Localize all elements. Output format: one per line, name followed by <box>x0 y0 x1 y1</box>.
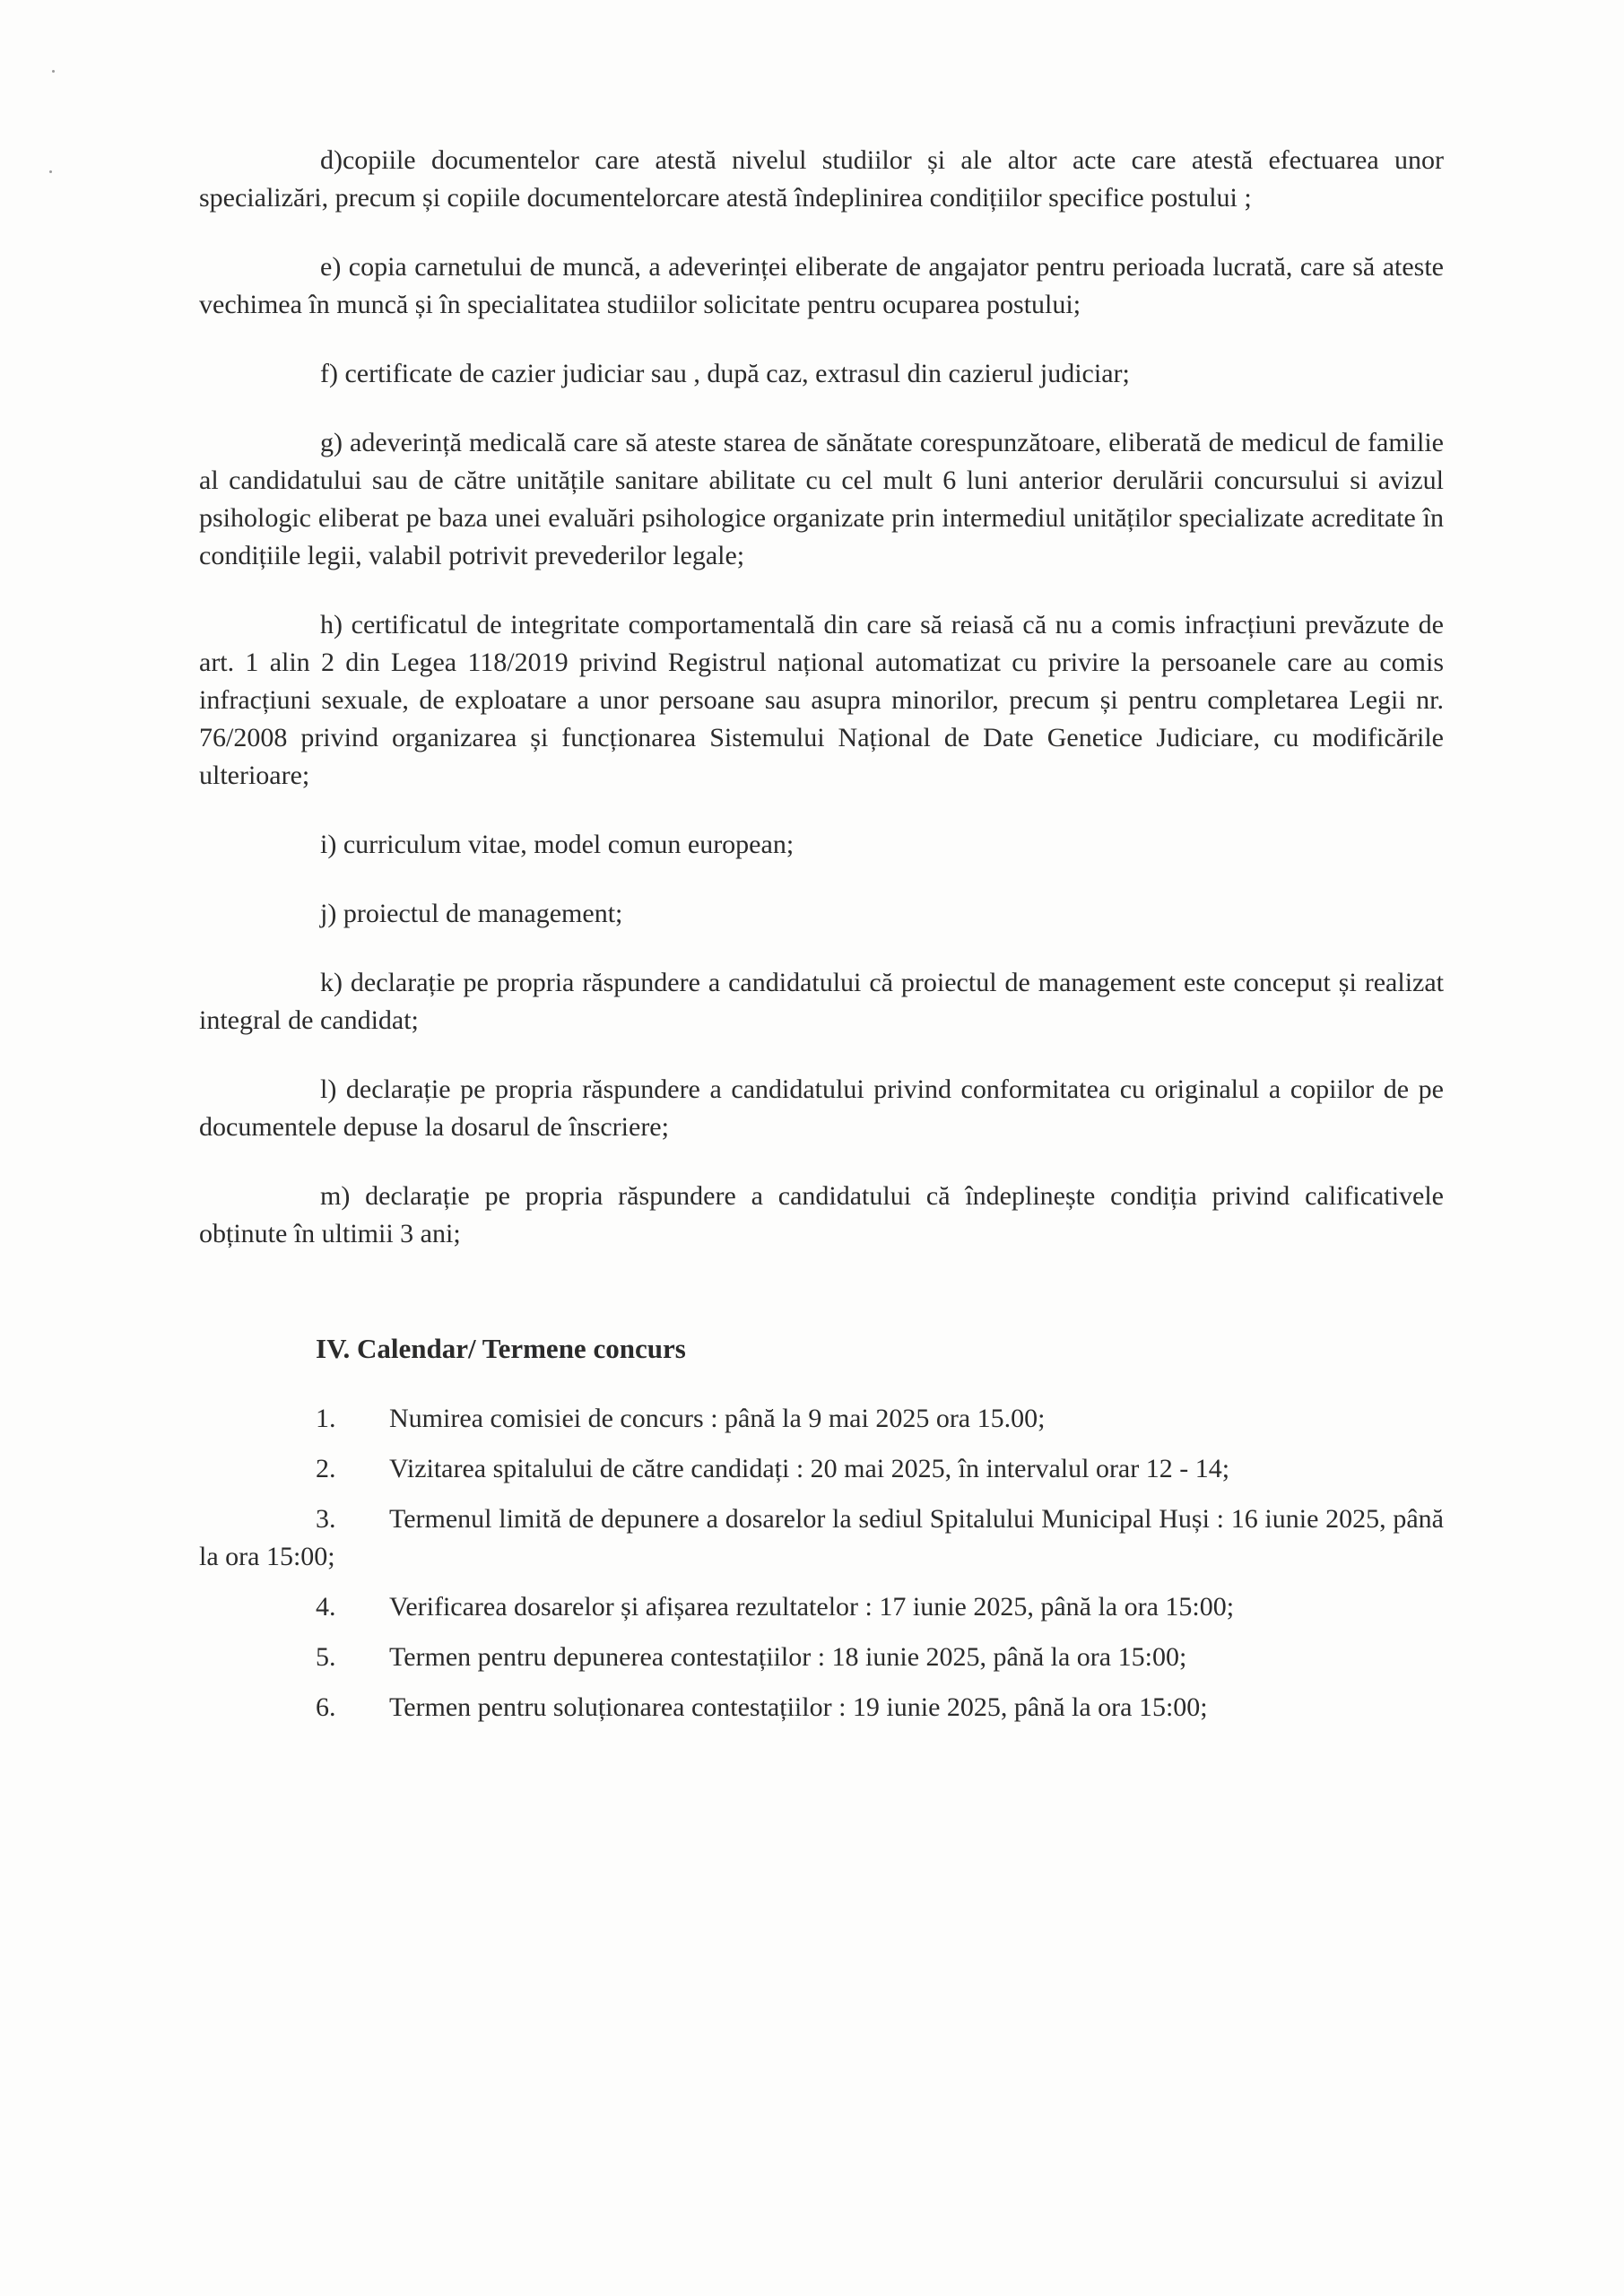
scan-speck <box>49 170 52 173</box>
list-item-text: Termen pentru depunerea contestațiilor : 18 iunie 2025, până la ora 15:00; <box>389 1642 1187 1672</box>
list-item-text: Vizitarea spitalului de către candidați : 20 mai 2025, în intervalul orar 12 - 14; <box>389 1454 1230 1483</box>
scan-speck <box>52 70 55 73</box>
paragraph-l: l) declarație pe propria răspundere a candidatului privind conformitatea cu originalul a copiilor de pe documentele depuse la dosarul de înscriere; <box>199 1074 1444 1142</box>
list-item <box>199 1639 1444 1676</box>
document-body <box>199 142 1444 1739</box>
section-heading: IV. Calendar/ Termene concurs <box>316 1333 686 1364</box>
paragraph-g: g) adeverință medicală care să ateste starea de sănătate corespunzătoare, eliberată de medicul de familie al candidatului sau de către unitățile sanitare abilitate cu cel mult 6 luni anterior derulării concursului si avizul psihologic eliberat pe baza unei evaluări psihologice organizate prin intermediul unităților specializate acreditate în condițiile legii, valabil potrivit prevederilor legale; <box>199 428 1444 570</box>
list-item-number: 4. <box>316 1592 336 1622</box>
paragraph-m: m) declarație pe propria răspundere a candidatului că îndeplinește condiția privind calificativele obținute în ultimii 3 ani; <box>199 1181 1444 1248</box>
paragraph-h: h) certificatul de integritate comportamentală din care să reiasă că nu a comis infracțiuni prevăzute de art. 1 alin 2 din Legea 118/2019 privind Registrul național automatizat cu privire la persoanele care au comis infracțiuni sexuale, de exploatare a unor persoane sau asupra minorilor, precum și pentru completarea Legii nr. 76/2008 privind organizarea și funcționarea Sistemului Național de Date Genetice Judiciare, cu modificările ulterioare; <box>199 610 1444 790</box>
list-item-number: 1. <box>316 1404 336 1433</box>
list-item-text: Termen pentru soluționarea contestațiilor : 19 iunie 2025, până la ora 15:00; <box>389 1692 1208 1722</box>
list-item-number: 6. <box>316 1692 336 1722</box>
list-item-text: Verificarea dosarelor și afișarea rezultatelor : 17 iunie 2025, până la ora 15:00; <box>389 1592 1235 1622</box>
calendar-list <box>199 1400 1444 1726</box>
list-item <box>199 1450 1444 1488</box>
list-item-number: 5. <box>316 1642 336 1672</box>
paragraph-d: d)copiile documentelor care atestă nivelul studiilor și ale altor acte care atestă efectuarea unor specializări, precum și copiile documentelorcare atestă îndeplinirea condițiilor specifice postului ; <box>199 145 1444 213</box>
list-item <box>199 1500 1444 1576</box>
list-item <box>199 1588 1444 1626</box>
list-item-text: Termenul limită de depunere a dosarelor la sediul Spitalului Municipal Huși : 16 iunie 2025, până la ora 15:00; <box>199 1504 1444 1571</box>
paragraph-f: f) certificate de cazier judiciar sau , după caz, extrasul din cazierul judiciar; <box>320 359 1130 388</box>
list-item-number: 3. <box>316 1504 336 1534</box>
paragraph-i: i) curriculum vitae, model comun european; <box>320 830 795 859</box>
paragraph-e: e) copia carnetului de muncă, a adeverinței eliberate de angajator pentru perioada lucrată, care să ateste vechimea în muncă și în specialitatea studiilor solicitate pentru ocuparea postului; <box>199 252 1444 319</box>
paragraph-k: k) declarație pe propria răspundere a candidatului că proiectul de management este conceput și realizat integral de candidat; <box>199 968 1444 1035</box>
list-item <box>199 1400 1444 1438</box>
list-item-text: Numirea comisiei de concurs : până la 9 mai 2025 ora 15.00; <box>389 1404 1046 1433</box>
list-item-number: 2. <box>316 1454 336 1483</box>
paragraph-j: j) proiectul de management; <box>320 899 623 928</box>
list-item <box>199 1689 1444 1726</box>
